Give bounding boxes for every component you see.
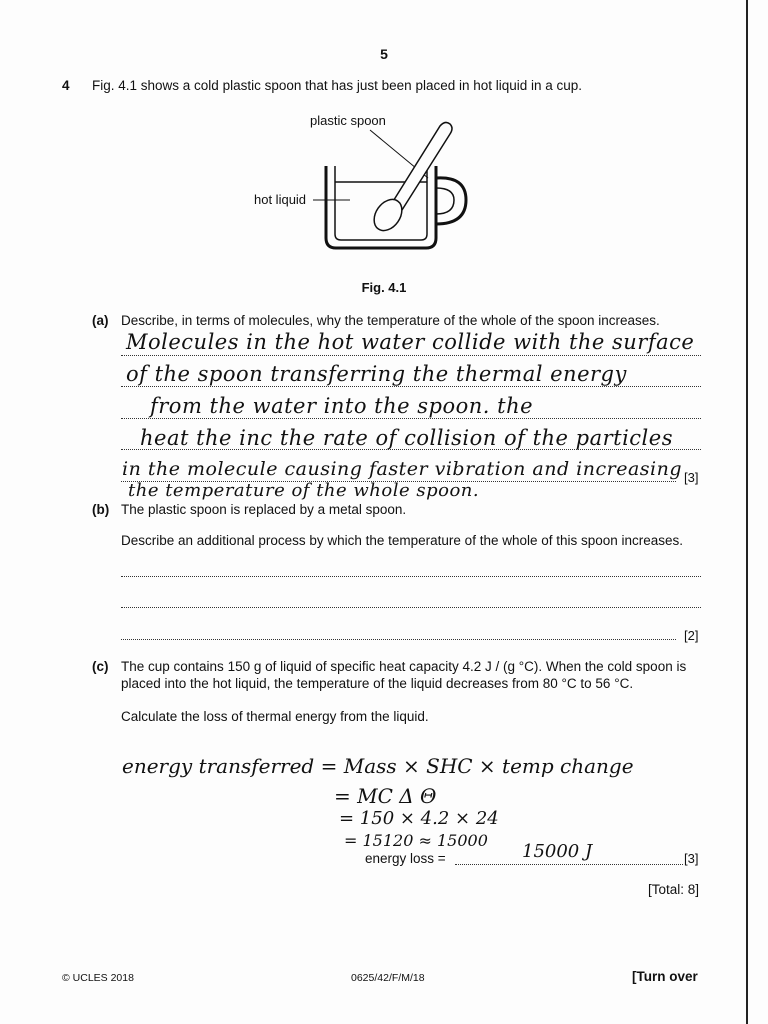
part-a-label: (a) (92, 313, 109, 328)
label-plastic-spoon: plastic spoon (310, 113, 386, 128)
part-c-text-line2: placed into the hot liquid, the temperature of the liquid decreases from 80 °C to 56 °C. (121, 676, 634, 691)
handwritten-answer-line: Molecules in the hot water collide with the surface (126, 330, 695, 354)
answer-line (121, 576, 701, 577)
label-hot-liquid: hot liquid (254, 192, 307, 207)
page-edge-line (746, 0, 748, 1024)
energy-loss-answer: 15000 J (522, 841, 593, 862)
part-c-text-line1: The cup contains 150 g of liquid of specific heat capacity 4.2 J / (g °C). When the cold spoon is (121, 659, 687, 674)
handwritten-answer-line: the temperature of the whole spoon. (128, 480, 480, 501)
footer-copyright: © UCLES 2018 (62, 972, 134, 984)
answer-line (121, 355, 701, 356)
answer-line (455, 864, 683, 865)
part-c-question: Calculate the loss of thermal energy from the liquid. (121, 709, 429, 724)
cup-spoon-figure (240, 108, 500, 273)
part-c-label: (c) (92, 659, 109, 674)
cup-handle (436, 178, 466, 224)
spoon-handle (392, 122, 452, 210)
question-intro: Fig. 4.1 shows a cold plastic spoon that has just been placed in hot liquid in a cup. (92, 78, 583, 93)
figure-caption: Fig. 4.1 (361, 280, 407, 295)
working-line: = MC Δ Θ (334, 784, 437, 808)
turn-over: [Turn over (632, 969, 698, 984)
total-marks: [Total: 8] (648, 882, 700, 897)
handwritten-answer-line: from the water into the spoon. the (150, 394, 534, 418)
working-line: = 150 × 4.2 × 24 (339, 808, 499, 829)
answer-line (121, 386, 701, 387)
answer-line (121, 418, 701, 419)
answer-line (121, 639, 676, 640)
part-b-marks: [2] (684, 628, 699, 643)
part-b-label: (b) (92, 502, 110, 517)
footer-paper-code: 0625/42/F/M/18 (351, 972, 425, 984)
page-number: 5 (380, 46, 388, 62)
question-number: 4 (62, 78, 70, 93)
handwritten-answer-line: heat the inc the rate of collision of the particles (140, 426, 673, 450)
working-line: energy transferred = Mass × SHC × temp change (122, 754, 634, 778)
part-b-intro: The plastic spoon is replaced by a metal spoon. (121, 502, 407, 517)
part-a-marks: [3] (684, 470, 699, 485)
handwritten-answer-line: in the molecule causing faster vibration and increasing (122, 458, 683, 480)
handwritten-answer-line: of the spoon transferring the thermal energy (126, 362, 627, 386)
part-a-question: Describe, in terms of molecules, why the temperature of the whole of the spoon increases. (121, 313, 660, 328)
part-b-question: Describe an additional process by which the temperature of the whole of this spoon increases. (121, 533, 684, 548)
part-c-marks: [3] (684, 851, 699, 866)
working-line: = 15120 ≈ 15000 (344, 831, 488, 850)
answer-line (121, 607, 701, 608)
energy-loss-label: energy loss = (365, 851, 446, 866)
